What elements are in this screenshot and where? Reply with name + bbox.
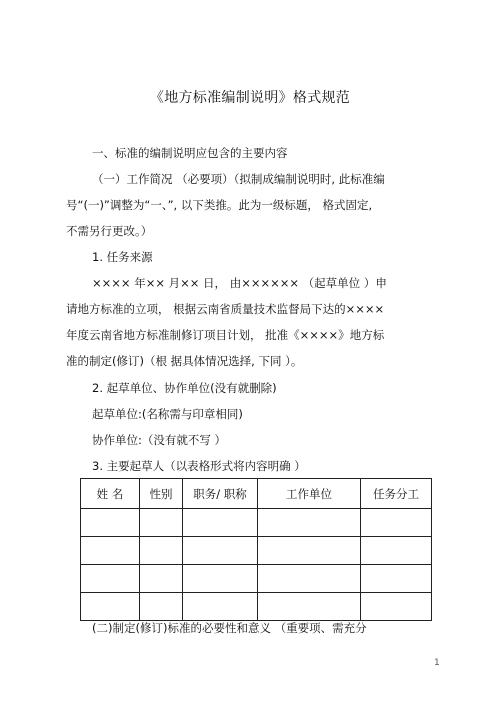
- subsection-text-line-2: 号“(一)”调整为“一、”, 以下类推。此为一级标题， 格式固定,: [66, 198, 373, 212]
- table-row: [81, 593, 432, 621]
- drafters-table: [80, 478, 432, 621]
- page-number: 1: [434, 658, 440, 668]
- subsection-heading-2: (二)制定(修订)标准的必要性和意义 （重要项、需充分: [92, 621, 367, 635]
- header-work-unit: 工作单位: [258, 479, 361, 509]
- task-source-line-4: 准的制定(修订)（根 据具体情况选择, 下同 ）。: [66, 354, 303, 368]
- subsection-heading-1: （一）工作简况 （必要项）（拟制成编制说明时, 此标准编: [92, 172, 385, 186]
- task-source-line-2: 请地方标准的立项， 根据云南省质量技术监督局下达的××××: [66, 302, 385, 316]
- task-source-line-3: 年度云南省地方标准制修订项目计划， 批准《××××》地方标: [66, 328, 385, 342]
- item-heading-main-drafters: 3. 主要起草人（以表格形式将内容明确 ）: [92, 459, 306, 473]
- subsection-text-line-3: 不需另行更改。）: [66, 224, 153, 238]
- item-heading-drafting-units: 2. 起草单位、协作单位(没有就删除): [92, 381, 277, 395]
- item-heading-task-source: 1. 任务来源: [92, 250, 153, 264]
- header-task-division: 任务分工: [361, 479, 432, 509]
- header-name: 姓 名: [81, 479, 140, 509]
- section-heading-1: 一、标准的编制说明应包含的主要内容: [92, 146, 288, 160]
- table-header-row: [81, 479, 432, 509]
- document-title: 《地方标准编制说明》格式规范: [149, 90, 351, 106]
- cooperating-unit-line: 协作单位:（没有就不写 ）: [92, 433, 227, 447]
- table-row: [81, 565, 432, 593]
- header-title: 职务/ 职称: [183, 479, 258, 509]
- task-source-line-1: ×××× 年×× 月×× 日， 由×××××× （起草单位 ）申: [92, 276, 387, 290]
- table-row: [81, 509, 432, 537]
- table-row: [81, 537, 432, 565]
- drafting-unit-line: 起草单位:(名称需与印章相同): [92, 407, 243, 421]
- header-gender: 性别: [140, 479, 183, 509]
